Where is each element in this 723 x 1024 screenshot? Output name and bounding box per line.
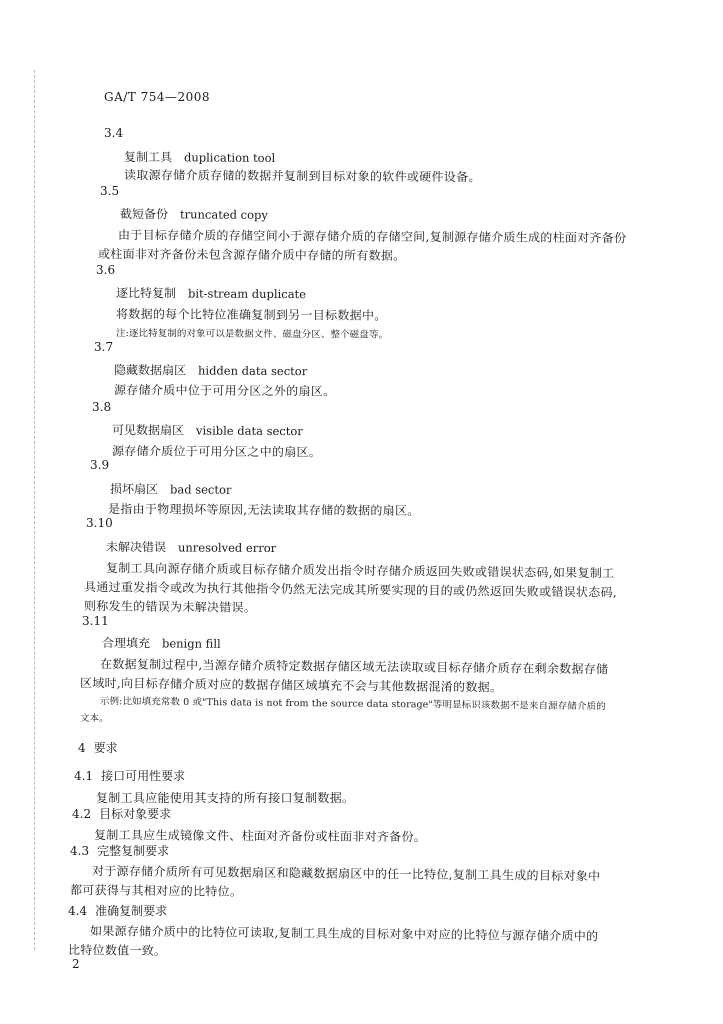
- section-number: 4: [78, 741, 86, 755]
- definition-text-3-8: 源存储介质位于可用分区之中的扇区。: [111, 444, 322, 460]
- clause-number-3-7: 3.7: [94, 340, 114, 354]
- subsection-number: 4.1: [74, 769, 94, 783]
- clause-number-3-9: 3.9: [90, 458, 110, 472]
- definition-text-3-5-line1: 由于目标存储介质的存储空间小于源存储介质的存储空间,复制源存储介质生成的柱面对齐备份: [117, 228, 627, 246]
- definition-text-3-11-line1: 在数据复制过程中,当源存储介质特定数据存储区域无法读取或目标存储介质存在剩余数据存储: [99, 657, 609, 677]
- subsection-4-3-text-line2: 都可获得与其相对应的比特位。: [69, 883, 243, 899]
- definition-text-3-10-line1: 复制工具向源存储介质或目标存储介质发出指令时存储介质返回失败或错误状态码,如果复制工: [105, 561, 615, 581]
- definition-text-3-10-line2: 具通过重发指令或改为执行其他指令仍然无法完成其所要实现的目的或仍然返回失败或错误状态码,: [83, 580, 618, 600]
- definition-text-3-6: 将数据的每个比特位准确复制到另一目标数据中。: [115, 307, 387, 323]
- term-en: truncated copy: [179, 207, 268, 222]
- term-en: unresolved error: [177, 540, 277, 556]
- term-3-7: [114, 361, 307, 379]
- subsection-number: 4.2: [72, 807, 92, 821]
- subsection-4-3-heading: [70, 842, 169, 859]
- definition-text-3-4: 读取源存储介质存储的数据并复制到目标对象的软件或硬件设备。: [123, 168, 481, 185]
- subsection-4-1-text: 复制工具应能使用其支持的所有接口复制数据。: [96, 791, 355, 805]
- page-number: 2: [72, 957, 80, 971]
- section-title: 要求: [93, 741, 118, 755]
- definition-text-3-10-line3: 则称发生的错误为未解决错误。: [83, 599, 257, 615]
- clause-number-3-6: 3.6: [96, 263, 116, 277]
- definition-text-3-9: 是指由于物理损坏等原因,无法读取其存储的数据的扇区。: [107, 502, 420, 518]
- term-cn: 损坏扇区: [109, 482, 159, 497]
- term-en: hidden data sector: [197, 363, 308, 379]
- subsection-title: 完整复制要求: [97, 844, 170, 858]
- subsection-title: 目标对象要求: [99, 807, 172, 821]
- term-3-9: [110, 480, 232, 498]
- subsection-number: 4.4: [68, 904, 88, 918]
- term-en: bit-stream duplicate: [187, 286, 307, 302]
- term-cn: 截短备份: [119, 207, 169, 222]
- subsection-4-2-heading: [72, 805, 171, 822]
- term-cn: 可见数据扇区: [111, 423, 185, 438]
- term-3-8: [112, 421, 303, 439]
- subsection-4-4-text-line1: 如果源存储介质中的比特位可读取,复制工具生成的目标对象中对应的比特位与源存储介质中的: [89, 924, 599, 944]
- term-3-10: [106, 538, 276, 556]
- clause-number-3-10: 3.10: [86, 516, 113, 530]
- example-3-11-line2: 文本。: [79, 713, 109, 725]
- subsection-4-4-heading: [68, 902, 167, 919]
- term-en: visible data sector: [195, 423, 303, 439]
- subsection-4-2-text: 复制工具应生成镜像文件、柱面对齐备份或柱面非对齐备份。: [93, 828, 427, 845]
- term-cn: 隐藏数据扇区: [113, 363, 187, 378]
- clause-number-3-8: 3.8: [92, 400, 112, 414]
- term-3-11: [102, 634, 221, 652]
- term-3-5: [120, 205, 268, 223]
- subsection-number: 4.3: [70, 844, 90, 858]
- clause-number-3-5: 3.5: [100, 184, 120, 198]
- clause-number-3-4: 3.4: [104, 126, 124, 140]
- term-3-6: [116, 284, 306, 302]
- subsection-4-4-text-line2: 比特位数值一致。: [67, 943, 167, 959]
- term-en: duplication tool: [183, 150, 276, 165]
- subsection-title: 准确复制要求: [95, 904, 168, 918]
- term-en: bad sector: [169, 482, 232, 497]
- subsection-title: 接口可用性要求: [101, 769, 186, 783]
- term-cn: 未解决错误: [105, 540, 167, 555]
- term-en: benign fill: [161, 636, 221, 651]
- subsection-4-1-heading: [74, 767, 185, 784]
- definition-text-3-7: 源存储介质中位于可用分区之外的扇区。: [113, 383, 336, 399]
- term-cn: 合理填充: [101, 636, 151, 651]
- term-3-4: [124, 148, 275, 166]
- standard-number-header: GA/T 754—2008: [104, 90, 211, 104]
- term-cn: 逐比特复制: [115, 286, 177, 301]
- definition-text-3-11-line2: 区域时,向目标存储介质对应的数据存储区域填充不会与其他数据混淆的数据。: [79, 676, 503, 695]
- section-4-heading: [78, 739, 118, 756]
- note-3-6: 注:逐比特复制的对象可以是数据文件、磁盘分区、整个磁盘等。: [115, 328, 389, 341]
- subsection-4-3-text-line1: 对于源存储介质所有可见数据扇区和隐藏数据扇区中的任一比特位,复制工具生成的目标对象中: [91, 864, 601, 884]
- definition-text-3-5-line2: 或柱面非对齐备份未包含源存储介质中存储的所有数据。: [97, 247, 406, 263]
- scan-edge-line: [34, 70, 35, 950]
- term-cn: 复制工具: [123, 150, 173, 165]
- example-3-11-line1: 示例:比如填充常数 0 或"This data is not from the source data storage"等明显标识该数据不是来自源存储介质的: [99, 696, 606, 713]
- clause-number-3-11: 3.11: [82, 614, 109, 628]
